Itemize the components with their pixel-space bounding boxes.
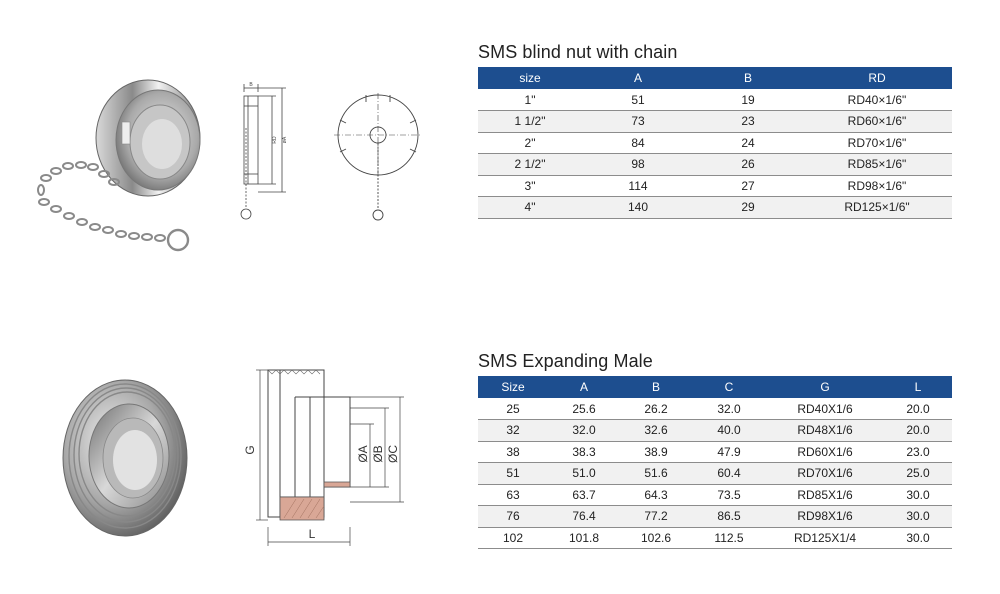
cell-size: 1 1/2": [478, 111, 582, 133]
cell-rd: RD40×1/6": [802, 89, 952, 111]
table-row: [478, 197, 952, 219]
table-row: [478, 111, 952, 133]
cell-c: 112.5: [692, 527, 766, 549]
cell-g: RD85X1/6: [766, 484, 884, 506]
table-row: [478, 463, 952, 485]
cell-g: RD48X1/6: [766, 420, 884, 442]
male-label-c: ØC: [386, 445, 400, 463]
table-row: [478, 441, 952, 463]
cell-a: 51: [582, 89, 694, 111]
side-label-b: B: [249, 82, 253, 88]
cell-a: 73: [582, 111, 694, 133]
cell-b: 24: [694, 132, 802, 154]
col-header-c: C: [692, 376, 766, 398]
cell-size: 76: [478, 506, 548, 528]
table-header-row: [478, 376, 952, 398]
cell-rd: RD125×1/6": [802, 197, 952, 219]
col-header-rd: RD: [802, 67, 952, 89]
cell-rd: RD60×1/6": [802, 111, 952, 133]
male-label-a: ØA: [356, 445, 370, 463]
table-row: [478, 175, 952, 197]
col-header-size: size: [478, 67, 582, 89]
cell-b: 26.2: [620, 398, 692, 420]
table-row: [478, 484, 952, 506]
male-label-b: ØB: [371, 445, 385, 463]
cell-l: 23.0: [884, 441, 952, 463]
col-header-b: B: [620, 376, 692, 398]
expanding-male-spec-table: [478, 376, 952, 549]
col-header-l: L: [884, 376, 952, 398]
cell-b: 64.3: [620, 484, 692, 506]
cell-a: 98: [582, 154, 694, 176]
cell-a: 51.0: [548, 463, 620, 485]
table-row: [478, 506, 952, 528]
cell-a: 140: [582, 197, 694, 219]
male-label-l: L: [308, 527, 316, 541]
cell-size: 63: [478, 484, 548, 506]
side-label-a: øA: [282, 136, 288, 144]
male-label-g: G: [243, 445, 257, 455]
blind-nut-spec-table: [478, 67, 952, 219]
blind-nut-side-drawing: [232, 78, 307, 228]
cell-size: 2 1/2": [478, 154, 582, 176]
blind-nut-photo: [30, 70, 210, 270]
cell-b: 27: [694, 175, 802, 197]
cell-a: 38.3: [548, 441, 620, 463]
cell-a: 84: [582, 132, 694, 154]
cell-g: RD98X1/6: [766, 506, 884, 528]
cell-l: 30.0: [884, 484, 952, 506]
cell-b: 38.9: [620, 441, 692, 463]
cell-size: 51: [478, 463, 548, 485]
table-header-row: [478, 67, 952, 89]
cell-c: 73.5: [692, 484, 766, 506]
cell-rd: RD85×1/6": [802, 154, 952, 176]
cell-rd: RD98×1/6": [802, 175, 952, 197]
table-row: [478, 154, 952, 176]
cell-c: 60.4: [692, 463, 766, 485]
cell-size: 3": [478, 175, 582, 197]
cell-b: 29: [694, 197, 802, 219]
cell-b: 102.6: [620, 527, 692, 549]
cell-b: 32.6: [620, 420, 692, 442]
cell-size: 1": [478, 89, 582, 111]
cell-size: 38: [478, 441, 548, 463]
cell-c: 86.5: [692, 506, 766, 528]
col-header-a: A: [582, 67, 694, 89]
cell-b: 23: [694, 111, 802, 133]
cell-a: 114: [582, 175, 694, 197]
table-row: [478, 89, 952, 111]
table-row: [478, 527, 952, 549]
cell-size: 102: [478, 527, 548, 549]
cell-l: 20.0: [884, 420, 952, 442]
blind-nut-front-drawing: [330, 90, 426, 225]
side-label-rd: RD: [272, 136, 278, 144]
section-title-blind-nut: SMS blind nut with chain: [478, 42, 678, 62]
cell-a: 32.0: [548, 420, 620, 442]
cell-size: 4": [478, 197, 582, 219]
cell-l: 30.0: [884, 506, 952, 528]
col-header-g: G: [766, 376, 884, 398]
cell-g: RD70X1/6: [766, 463, 884, 485]
table-row: [478, 398, 952, 420]
cell-c: 40.0: [692, 420, 766, 442]
col-header-size: Size: [478, 376, 548, 398]
cell-size: 25: [478, 398, 548, 420]
cell-b: 77.2: [620, 506, 692, 528]
cell-l: 20.0: [884, 398, 952, 420]
cell-size: 2": [478, 132, 582, 154]
cell-a: 63.7: [548, 484, 620, 506]
expanding-male-photo: [55, 370, 195, 545]
table-row: [478, 420, 952, 442]
cell-b: 26: [694, 154, 802, 176]
col-header-b: B: [694, 67, 802, 89]
cell-g: RD125X1/4: [766, 527, 884, 549]
cell-l: 25.0: [884, 463, 952, 485]
cell-a: 101.8: [548, 527, 620, 549]
cell-a: 76.4: [548, 506, 620, 528]
cell-g: RD60X1/6: [766, 441, 884, 463]
table-row: [478, 132, 952, 154]
cell-c: 47.9: [692, 441, 766, 463]
expanding-male-drawing: [240, 362, 420, 552]
cell-c: 32.0: [692, 398, 766, 420]
cell-b: 51.6: [620, 463, 692, 485]
section-title-expanding-male: SMS Expanding Male: [478, 351, 653, 371]
cell-b: 19: [694, 89, 802, 111]
cell-rd: RD70×1/6": [802, 132, 952, 154]
cell-g: RD40X1/6: [766, 398, 884, 420]
cell-size: 32: [478, 420, 548, 442]
col-header-a: A: [548, 376, 620, 398]
cell-a: 25.6: [548, 398, 620, 420]
cell-l: 30.0: [884, 527, 952, 549]
